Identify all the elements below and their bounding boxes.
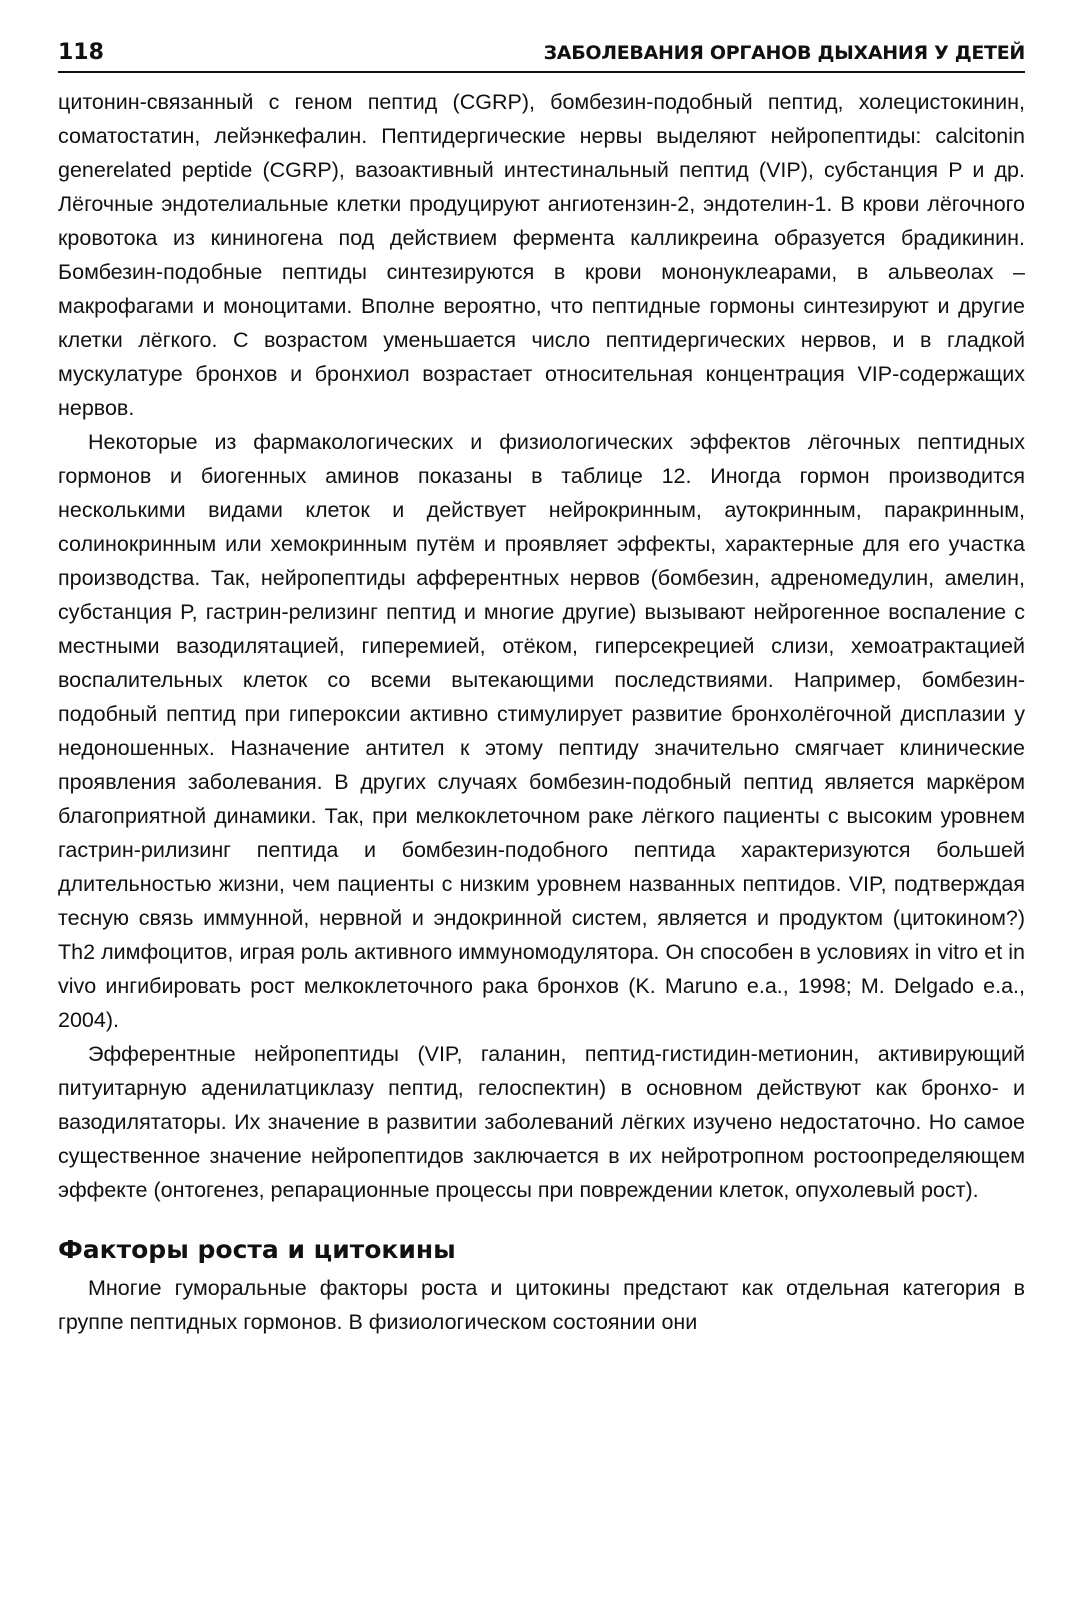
book-page xyxy=(58,40,1025,1339)
section-body-text xyxy=(58,1271,1025,1339)
running-title: ЗАБОЛЕВАНИЯ ОРГАНОВ ДЫХАНИЯ У ДЕТЕЙ xyxy=(543,42,1025,64)
running-header xyxy=(58,40,1025,73)
section-heading: Факторы роста и цитокины xyxy=(58,1235,456,1264)
paragraph-efferent-neuropeptides: Эфферентные нейропептиды (VIP, галанин, пептид-гистидин-метионин, активирующий питуитарную аденилатциклазу пептид, гелоспектин) в основном действуют как бронхо- и вазодилятаторы. Их значение в развитии заболеваний лёгких изучено недостаточно. Но самое существенное значение нейропептидов заключается в их нейротропном ростоопределяющем эффекте (онтогенез, репарационные процессы при повреждении клеток, опухолевый рост). xyxy=(58,1042,1025,1202)
paragraph-growth-factors: Многие гуморальные факторы роста и цитокины предстают как отдельная категория в группе пептидных гормонов. В физиологическом состоянии они xyxy=(58,1276,1025,1334)
page-number: 118 xyxy=(58,40,104,65)
paragraph-continuation: цитонин-связанный с геном пептид (CGRP), бомбезин-подобный пептид, холецистокинин, соматостатин, лейэнкефалин. Пептидергические нервы выделяют нейропептиды: calcitonin generelated peptide (CGRP), вазоактивный интестинальный пептид (VIP), субстанция P и др. Лёгочные эндотелиальные клетки продуцируют ангиотензин-2, эндотелин-1. В крови лёгочного кровотока из кининогена под действием фермента калликреина образуется брадикинин. Бомбезин-подобные пептиды синтезируются в крови мононуклеарами, в альвеолах – макрофагами и моноцитами. Вполне вероятно, что пептидные гормоны синтезируют и другие клетки лёгкого. С возрастом уменьшается число пептидергических нервов, и в гладкой мускулатуре бронхов и бронхиол возрастает относительная концентрация VIP-содержащих нервов. xyxy=(58,90,1025,420)
body-text xyxy=(58,85,1025,1207)
paragraph-peptide-effects: Некоторые из фармакологических и физиологических эффектов лёгочных пептидных гормонов и биогенных аминов показаны в таблице 12. Иногда гормон производится несколькими видами клеток и действует нейрокринным, аутокринным, паракринным, солинокринным или хемокринным путём и проявляет эффекты, характерные для его участка производства. Так, нейропептиды афферентных нервов (бомбезин, адреномедулин, амелин, субстанция P, гастрин-релизинг пептид и многие другие) вызывают нейрогенное воспаление с местными вазодилятацией, гиперемией, отёком, гиперсекрецией слизи, хемоатрактацией воспалительных клеток со всеми вытекающими последствиями. Например, бомбезин-подобный пептид при гипероксии активно стимулирует развитие бронхолёгочной дисплазии у недоношенных. Назначение антител к этому пептиду значительно смягчает клинические проявления заболевания. В других случаях бомбезин-подобный пептид является маркёром благоприятной динамики. Так, при мелкоклеточном раке лёгкого пациенты с высоким уровнем гастрин-рилизинг пептида и бомбезин-подобного пептида характеризуются большей длительностью жизни, чем пациенты с низким уровнем названных пептидов. VIP, подтверждая тесную связь иммунной, нервной и эндокринной систем, является и продуктом (цитокином?) Th2 лимфоцитов, играя роль активного иммуномодулятора. Он способен в условиях in vitro et in vivo ингибировать рост мелкоклеточного рака бронхов (K. Maruno e.a., 1998; M. Delgado e.a., 2004). xyxy=(58,430,1025,1032)
